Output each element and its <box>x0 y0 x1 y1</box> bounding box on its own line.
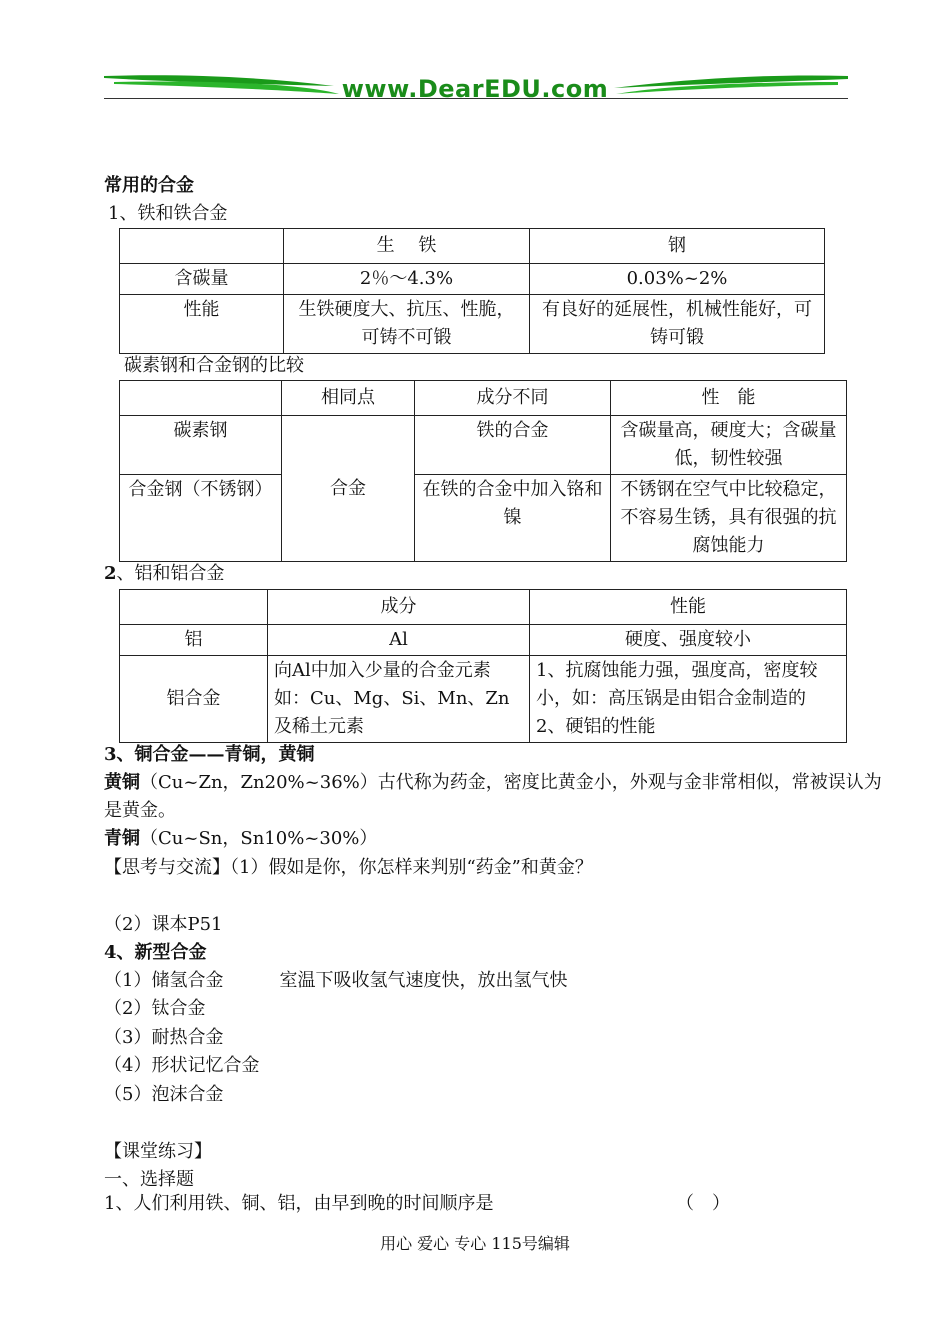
cell-alloy-steel-composition: 在铁的合金中加入铬和镍 <box>415 475 611 562</box>
row-label-carbon: 含碳量 <box>120 264 284 295</box>
new-alloy-item-label: （1）储氢合金 <box>104 970 224 991</box>
brass-line-2: 是黄金。 <box>104 800 176 821</box>
new-alloy-item: （2）钛合金 <box>104 998 206 1019</box>
cell-pig-iron-carbon: 2％～4.3% <box>284 264 530 295</box>
aluminum-table <box>119 589 847 743</box>
cell-alloy-steel-property: 不锈钢在空气中比较稳定，不容易生锈，具有很强的抗腐蚀能力 <box>611 475 847 562</box>
new-alloy-item-note: 室温下吸收氢气速度快，放出氢气快 <box>279 970 568 991</box>
compare-caption: 碳素钢和合金钢的比较 <box>124 355 304 376</box>
header-rule <box>104 98 848 99</box>
cell-steel-carbon: 0.03%~2% <box>530 264 825 295</box>
table-header-steel: 钢 <box>530 229 825 264</box>
cell-common-alloy: 合金 <box>282 416 415 562</box>
practice-subheading: 一、选择题 <box>104 1169 194 1190</box>
table-header-empty <box>120 229 284 264</box>
al-header-property: 性能 <box>530 590 847 625</box>
new-alloy-item: （3）耐热合金 <box>104 1027 224 1048</box>
cell-al-alloy-composition: 向Al中加入少量的合金元素如：Cu、Mg、Si、Mn、Zn及稀土元素 <box>268 656 530 743</box>
row-label-carbon-steel: 碳素钢 <box>120 416 282 475</box>
question-1-blank: （ ） <box>676 1193 730 1214</box>
cell-al-alloy-property: 1、抗腐蚀能力强，强度高，密度较小，如：高压锅是由铝合金制造的 2、硬铝的性能 <box>530 656 847 743</box>
think-question-2: （2）课本P51 <box>104 914 223 935</box>
bronze-line <box>104 825 377 853</box>
heading-iron: 1、铁和铁合金 <box>108 203 228 224</box>
heading-new-alloys: 4、新型合金 <box>104 942 207 963</box>
cell-carbon-steel-composition: 铁的合金 <box>415 416 611 475</box>
compare-header-common: 相同点 <box>282 381 415 416</box>
page-footer: 用心 爱心 专心 115号编辑 <box>380 1234 570 1253</box>
heading-aluminum <box>104 560 225 588</box>
question-1: 1、人们利用铁、铜、铝，由早到晚的时间顺序是 <box>104 1193 494 1214</box>
compare-header-property: 性 能 <box>611 381 847 416</box>
think-question: 【思考与交流】（1）假如是你，你怎样来判别“药金”和黄金？ <box>104 857 593 878</box>
new-alloy-item: （5）泡沫合金 <box>104 1084 224 1105</box>
compare-header-composition: 成分不同 <box>415 381 611 416</box>
brass-line <box>104 769 882 797</box>
cell-aluminum-property: 硬度、强度较小 <box>530 625 847 656</box>
row-label-property: 性能 <box>120 295 284 354</box>
compare-header-empty <box>120 381 282 416</box>
cell-steel-property: 有良好的延展性，机械性能好，可铸可锻 <box>530 295 825 354</box>
row-label-al-alloy: 铝合金 <box>120 656 268 743</box>
new-alloy-item: （4）形状记忆合金 <box>104 1055 260 1076</box>
cell-aluminum-composition: Al <box>268 625 530 656</box>
new-alloy-item <box>104 967 567 995</box>
brass-label: 黄铜 <box>104 772 140 793</box>
heading-copper: 3、铜合金——青铜，黄铜 <box>104 744 315 765</box>
brass-text: （Cu~Zn，Zn20%~36%）古代称为药金，密度比黄金小，外观与金非常相似，常被误认为 <box>140 772 882 793</box>
section-title: 常用的合金 <box>104 175 194 196</box>
al-header-composition: 成分 <box>268 590 530 625</box>
cell-pig-iron-property: 生铁硬度大、抗压、性脆，可铸不可锻 <box>284 295 530 354</box>
cell-carbon-steel-property: 含碳量高，硬度大；含碳量低，韧性较强 <box>611 416 847 475</box>
iron-steel-table <box>119 228 825 354</box>
heading-aluminum-text: 、铝和铝合金 <box>116 563 225 584</box>
bronze-label: 青铜 <box>104 828 140 849</box>
site-logo-text: www.DearEDU.com <box>341 75 609 103</box>
row-label-aluminum: 铝 <box>120 625 268 656</box>
heading-aluminum-number: 2 <box>104 563 117 584</box>
steel-compare-table <box>119 380 847 562</box>
row-label-alloy-steel: 合金钢（不锈钢） <box>120 475 282 562</box>
practice-heading: 【课堂练习】 <box>104 1141 212 1162</box>
table-header-pig-iron: 生 铁 <box>284 229 530 264</box>
bronze-text: （Cu~Sn，Sn10%~30%） <box>140 828 378 849</box>
al-header-empty <box>120 590 268 625</box>
